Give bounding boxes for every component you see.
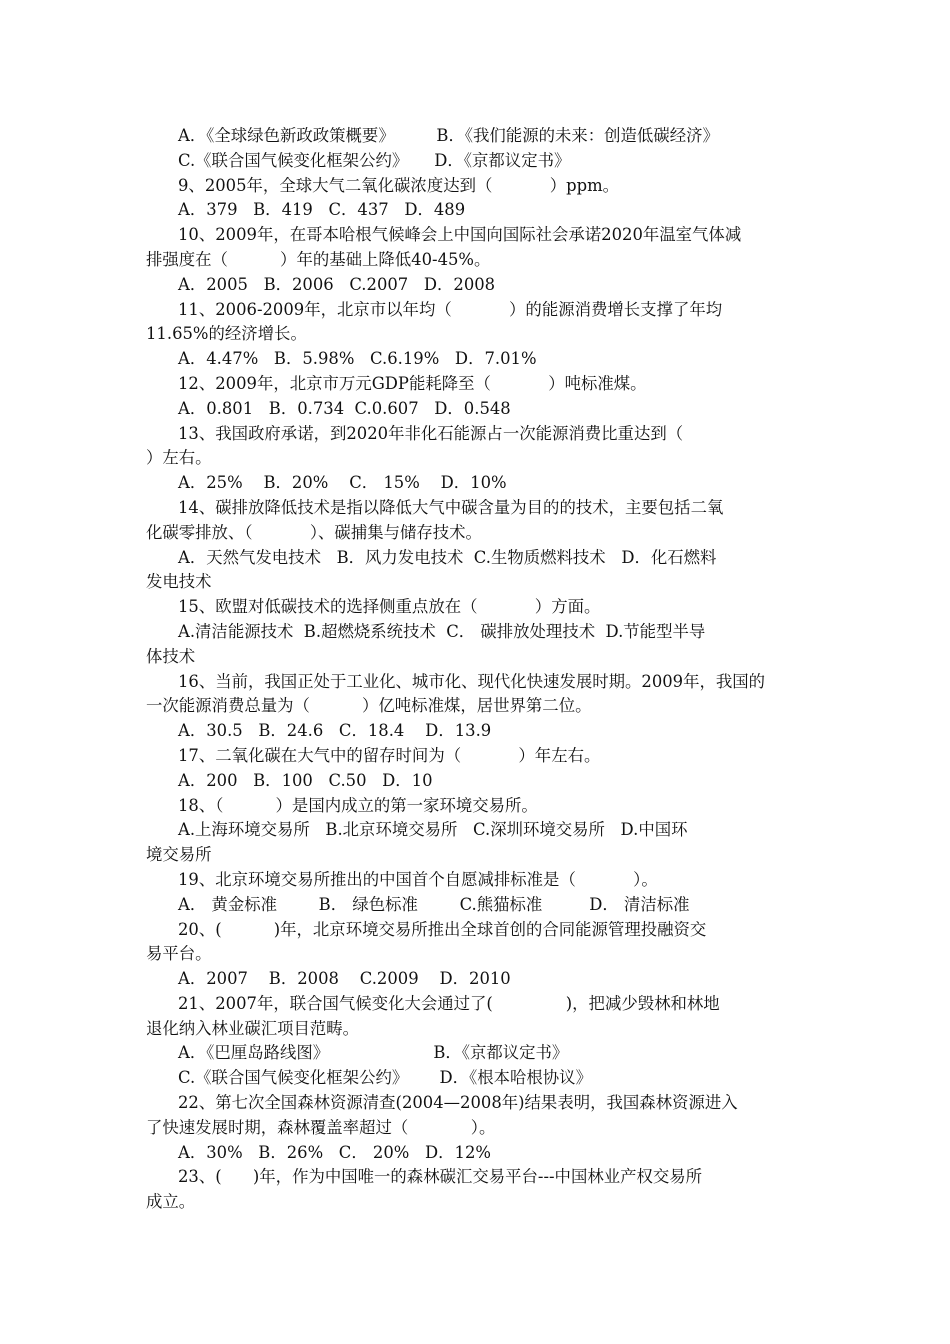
text-line: A.上海环境交易所 B.北京环境交易所 C.深圳环境交易所 D.中国环 <box>178 820 688 840</box>
text-line: 排强度在（ ）年的基础上降低40-45%。 <box>146 249 491 269</box>
text-line: A．25% B．20% C． 15% D．10% <box>178 473 507 493</box>
text-line: 15、欧盟对低碳技术的选择侧重点放在（ ）方面。 <box>178 597 601 617</box>
text-line: 一次能源消费总量为（ ）亿吨标准煤，居世界第二位。 <box>146 696 592 716</box>
question-list <box>146 124 810 1215</box>
text-line: A.清洁能源技术 B.超燃烧系统技术 C． 碳排放处理技术 D.节能型半导 <box>178 621 706 641</box>
text-line: 12、2009年，北京市万元GDP能耗降至（ ）吨标准煤。 <box>178 373 647 393</box>
text-line: A．379 B．419 C．437 D．489 <box>178 200 466 220</box>
text-line: ）左右。 <box>146 448 212 468</box>
text-line: 9、2005年，全球大气二氧化碳浓度达到（ ）ppm。 <box>178 175 620 195</box>
text-line: 成立。 <box>146 1192 196 1212</box>
text-line: A．200 B．100 C.50 D．10 <box>178 770 433 790</box>
text-line: 21、2007年，联合国气候变化大会通过了( )，把减少毁林和林地 <box>178 993 720 1013</box>
text-line: C.《联合国气候变化框架公约》 D．《京都议定书》 <box>178 150 571 170</box>
text-line: 化碳零排放、（ ）、碳捕集与储存技术。 <box>146 522 482 542</box>
text-line: 22、第七次全国森林资源清查(2004—2008年)结果表明，我国森林资源进入 <box>178 1093 738 1113</box>
text-line: A．天然气发电技术 B．风力发电技术 C.生物质燃料技术 D．化石燃料 <box>178 547 717 567</box>
text-line: 17、二氧化碳在大气中的留存时间为（ ）年左右。 <box>178 745 601 765</box>
text-line: 境交易所 <box>146 845 212 865</box>
text-line: 10、2009年，在哥本哈根气候峰会上中国向国际社会承诺2020年温室气体减 <box>178 225 742 245</box>
text-line: A．《巴厘岛路线图》 B．《京都议定书》 <box>178 1043 569 1063</box>
text-line: 23、( )年，作为中国唯一的森林碳汇交易平台---中国林业产权交易所 <box>178 1167 703 1187</box>
text-line: 了快速发展时期，森林覆盖率超过（ ）。 <box>146 1117 496 1137</box>
text-line: 易平台。 <box>146 944 212 964</box>
text-line: 19、北京环境交易所推出的中国首个自愿减排标准是（ ）。 <box>178 869 658 889</box>
text-line: 11.65%的经济增长。 <box>146 324 307 344</box>
text-line: A． 黄金标准 B． 绿色标准 C.熊猫标准 D． 清洁标准 <box>178 894 690 914</box>
text-line: 退化纳入林业碳汇项目范畴。 <box>146 1018 360 1038</box>
text-line: 11、2006-2009年，北京市以年均（ ）的能源消费增长支撑了年均 <box>178 299 723 319</box>
text-line: A．30% B．26% C． 20% D．12% <box>178 1142 491 1162</box>
text-line: 14、碳排放降低技术是指以降低大气中碳含量为目的的技术，主要包括二氧 <box>178 497 724 517</box>
text-line: 体技术 <box>146 646 196 666</box>
text-line: A．2005 B．2006 C.2007 D．2008 <box>178 274 496 294</box>
text-line: 18、（ ）是国内成立的第一家环境交易所。 <box>178 795 538 815</box>
text-line: 20、( )年，北京环境交易所推出全球首创的合同能源管理投融资交 <box>178 919 707 939</box>
text-line: A．0.801 B．0.734 C.0.607 D．0.548 <box>178 398 511 418</box>
text-line: 发电技术 <box>146 572 212 592</box>
text-line: A．2007 B．2008 C.2009 D．2010 <box>178 969 511 989</box>
text-line: 16、当前，我国正处于工业化、城市化、现代化快速发展时期。2009年，我国的 <box>178 671 766 691</box>
text-line: A．4.47% B．5.98% C.6.19% D．7.01% <box>178 349 537 369</box>
text-line: C.《联合国气候变化框架公约》 D．《根本哈根协议》 <box>178 1068 592 1088</box>
text-line: 13、我国政府承诺，到2020年非化石能源占一次能源消费比重达到（ <box>178 423 684 443</box>
text-line: A．30.5 B．24.6 C．18.4 D．13.9 <box>178 721 492 741</box>
text-line: A．《全球绿色新政政策概要》 B．《我们能源的未来：创造低碳经济》 <box>178 126 719 145</box>
